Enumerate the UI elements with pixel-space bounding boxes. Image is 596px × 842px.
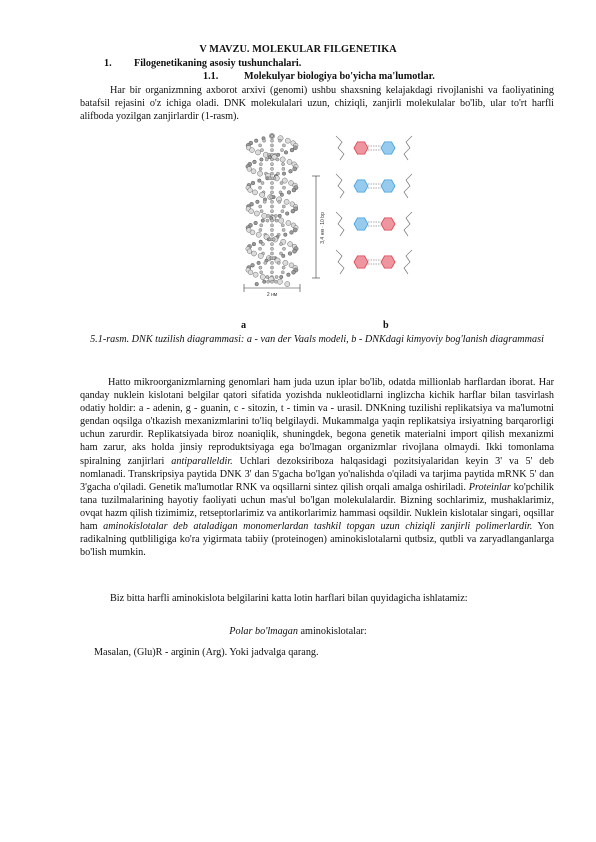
sugar-phosphate-backbone (336, 250, 344, 274)
atom-sphere (285, 138, 290, 143)
base-atom (270, 205, 273, 208)
atom-sphere (257, 171, 262, 176)
base-atom (277, 261, 280, 264)
atom-sphere (293, 228, 297, 232)
atom-sphere (289, 169, 293, 173)
atom-sphere (248, 270, 253, 275)
atom-sphere (254, 139, 258, 143)
base-atom (276, 158, 279, 161)
atom-sphere (250, 230, 255, 235)
dna-figure (216, 128, 422, 308)
nucleobase-ring (354, 180, 368, 192)
atom-sphere (291, 209, 295, 213)
base-atom (259, 228, 262, 231)
atom-sphere (261, 219, 264, 222)
base-atom (270, 243, 273, 246)
atom-sphere (262, 280, 265, 283)
atom-sphere (288, 252, 292, 256)
base-atom (259, 163, 262, 166)
base-atom (260, 224, 263, 227)
atom-sphere (279, 218, 284, 223)
sugar-phosphate-backbone (404, 136, 412, 160)
base-atom (280, 181, 283, 184)
atom-sphere (292, 188, 296, 192)
base-atom (270, 224, 273, 227)
atom-sphere (286, 220, 291, 225)
sugar-phosphate-backbone (336, 174, 344, 198)
atom-sphere (293, 146, 297, 150)
base-atom (261, 181, 264, 184)
base-atom (270, 261, 273, 264)
atom-sphere (254, 221, 258, 225)
atom-sphere (284, 199, 289, 204)
atom-sphere (260, 158, 264, 162)
base-atom (260, 271, 263, 274)
example-line: Masalan, (Glu)R - arginin (Arg). Yoki jadvalga qarang. (94, 647, 319, 658)
base-atom (281, 271, 284, 274)
base-atom (270, 271, 273, 274)
section-number: 1. (104, 58, 112, 69)
base-atom (260, 210, 263, 213)
height-dimension-label: 3,4 нм · 10 bp (320, 212, 326, 244)
chemical-bond-diagram (336, 136, 412, 274)
intro-paragraph: Har bir organizmning axborot arxivi (genomi) ushbu shaxsning kelajakdagi rivojlanishi va faoliyatining batafsil rejasini o'z ichiga oladi. DNK molekulalari uzun, chiziqli, zanjirli molekulalar bo'lib, ular to'rt harfli alifboda yozilgan zanjirlardir (1-rasm). (80, 85, 554, 123)
base-atom (279, 243, 282, 246)
base-atom (282, 186, 285, 189)
figure-label-b: b (383, 320, 389, 331)
atom-sphere (254, 211, 259, 216)
figure-caption: 5.1-rasm. DNK tuzilish diagrammasi: a - van der Vaals modeli, b - DNKdagi kimyoviy bog'lanish diagrammasi (90, 334, 544, 345)
base-atom (270, 252, 273, 255)
atom-sphere (285, 212, 289, 216)
atom-sphere (258, 179, 262, 183)
sugar-phosphate-backbone (404, 174, 412, 198)
base-atom (274, 280, 277, 283)
base-atom (263, 200, 266, 203)
atom-sphere (290, 148, 294, 152)
nucleobase-ring (381, 218, 395, 230)
text-run: aminokislotalar: (297, 626, 367, 637)
base-atom (275, 275, 278, 278)
base-atom (270, 196, 273, 199)
base-atom (270, 200, 273, 203)
base-atom (278, 200, 281, 203)
base-atom (282, 205, 285, 208)
base-atom (266, 219, 269, 222)
base-atom (261, 243, 264, 246)
base-atom (268, 177, 271, 180)
base-atom (259, 167, 262, 170)
atom-sphere (280, 193, 283, 196)
atom-sphere (293, 167, 297, 171)
atom-sphere (252, 190, 257, 195)
atom-sphere (287, 191, 291, 195)
atom-sphere (280, 157, 285, 162)
base-atom (282, 247, 285, 250)
atom-sphere (255, 282, 259, 286)
subsection-number: 1.1. (203, 71, 219, 82)
atom-sphere (282, 254, 286, 258)
figure-label-a: a (241, 320, 247, 331)
atom-sphere (287, 159, 292, 164)
atom-sphere (250, 148, 255, 153)
atom-sphere (277, 279, 282, 284)
text-run: ko'pchilik tana tuzilmalarining hayotiy faoliyati uchun mas'ul bo'lgan molekulalardir. Bizning sochlarimiz, mushaklarimiz, ovqat hazm qilish tizimimiz, retseptorlarimiz va antikorlarimiz hammasi oqsildir. Nuklein kislotalar singari, oqsillar ham (80, 481, 554, 533)
subsection-heading (203, 71, 435, 82)
sugar-phosphate-backbone (336, 212, 344, 236)
subsection-title: Molekulyar biologiya bo'yicha ma'lumotlar. (244, 71, 435, 82)
atom-sphere (285, 282, 290, 287)
base-atom (272, 257, 275, 260)
section-title: Filogenetikaning asosiy tushunchalari. (134, 58, 302, 69)
amino-acid-intro: Biz bitta harfli aminokislota belgilarini katta lotin harflari bilan quyidagicha ishlatamiz: (110, 593, 468, 604)
atom-sphere (284, 151, 288, 155)
base-atom (270, 163, 273, 166)
atom-sphere (251, 251, 256, 256)
base-atom (264, 261, 267, 264)
base-atom (281, 210, 284, 213)
base-atom (270, 219, 273, 222)
atom-sphere (247, 249, 252, 254)
atom-sphere (259, 192, 264, 197)
atom-sphere (279, 275, 282, 278)
base-atom (270, 167, 273, 170)
atom-sphere (292, 249, 296, 253)
base-atom (278, 139, 281, 142)
atom-sphere (283, 260, 288, 265)
italic-term: antiparalleldir. (171, 455, 233, 467)
nucleobase-ring (381, 256, 395, 268)
atom-sphere (253, 272, 258, 277)
nonpolar-heading (0, 626, 596, 637)
atom-sphere (287, 273, 291, 277)
sugar-phosphate-backbone (404, 250, 412, 274)
atom-sphere (255, 150, 260, 155)
base-atom (282, 144, 285, 147)
atom-sphere (249, 209, 254, 214)
base-atom (282, 163, 285, 166)
atom-sphere (288, 242, 293, 247)
base-atom (270, 210, 273, 213)
text-run: Hatto mikroorganizmlarning genomlari ham juda uzun iplar bo'lib, odatda millionlab harflardan iborat. Har qanday nuklein kislotani belgilar qatori sifatida yozishda nukleotidlarni inglizcha kichik harflar bilan tasvirlash odatiy holdir: a - adenin, g - guanin, c - sitozin, t - timin va - urasil. DNKning tuzilishi replikatsiya va ma'lumotni gendan oqsilga o'tkazish mexanizmlarini to'liq belgilaydi. Mukammalga yaqin replikatsiya irsiyatning barqarorligi uchun zarurdir. Replikatsiyada biroz noaniqlik, shuningdek, begona genetik materialni import qilish mexanizmi ham zarur, aks holda jinsiy reproduktsiyaga ega bo'lmagan organizmlar rivojlana olmaydi. Ikki tomonlama spiralning zanjirlari (80, 377, 554, 467)
atom-sphere (282, 172, 286, 176)
base-atom (281, 224, 284, 227)
atom-sphere (256, 232, 261, 237)
base-atom (263, 139, 266, 142)
base-atom (258, 186, 261, 189)
base-atom (259, 144, 262, 147)
base-atom (270, 233, 273, 236)
text-run: Uchlari dezoksiriboza halqasidagi pozitsiyalaridan keyin 3' va 5' deb nomlanadi. Transkripsiya paytida DNK 3' dan 5'gacha bo'lgan yo'nalishda o'qiladi va tarjima paytida mRNK 5' dan 3'gacha o'qiladi. Genetik ma'lumotlar RNK va oqsillarni sintez qilish orqali amalga oshiriladi. (80, 455, 555, 493)
base-atom (270, 247, 273, 250)
italic-definition: aminokislotalar deb ataladigan monomerlardan tashkil topgan uzun chiziqli zanjirli polimerlardir. (103, 521, 533, 533)
sugar-phosphate-backbone (404, 212, 412, 236)
base-atom (272, 238, 275, 241)
base-atom (270, 149, 273, 152)
atom-sphere (260, 274, 265, 279)
nucleobase-ring (354, 256, 368, 268)
base-atom (266, 275, 269, 278)
sugar-phosphate-backbone (336, 136, 344, 160)
base-atom (270, 144, 273, 147)
width-dimension-label: 2 нм (266, 292, 278, 298)
base-atom (270, 280, 273, 283)
italic-term: Polar bo'lmagan (229, 626, 298, 637)
atom-sphere (290, 230, 294, 234)
atom-sphere (251, 263, 255, 267)
document-title: V MAVZU. MOLEKULAR FILGENETIKA (199, 44, 397, 55)
base-atom (258, 247, 261, 250)
base-atom (270, 134, 273, 137)
base-atom (282, 167, 285, 170)
base-atom (275, 219, 278, 222)
nucleobase-ring (381, 180, 395, 192)
base-atom (265, 158, 268, 161)
atom-sphere (251, 169, 256, 174)
base-atom (267, 214, 270, 217)
base-atom (260, 149, 263, 152)
atom-sphere (278, 214, 281, 217)
base-atom (280, 149, 283, 152)
nucleobase-ring (354, 142, 368, 154)
base-atom (267, 280, 270, 283)
italic-term: Proteinlar (468, 481, 511, 493)
base-atom (270, 186, 273, 189)
dna-diagram (216, 128, 422, 308)
base-atom (270, 158, 273, 161)
atom-sphere (284, 233, 288, 237)
base-atom (259, 266, 262, 269)
atom-sphere (248, 188, 253, 193)
atom-sphere (292, 270, 296, 274)
base-atom (282, 228, 285, 231)
atom-sphere (258, 253, 263, 258)
section-heading-1 (104, 58, 301, 69)
nucleobase-ring (354, 218, 368, 230)
text-run: Yon radikalning qutbliligiga ko'ra yigirmata tabiiy (proteinogen) aminokislotalarni qutbsiz, qutbli va zaryadlanganlarga bo'lish mumkin. (80, 521, 554, 559)
base-atom (270, 191, 273, 194)
base-atom (259, 205, 262, 208)
base-atom (270, 172, 273, 175)
atom-sphere (253, 160, 257, 164)
atom-sphere (252, 242, 256, 246)
atom-sphere (251, 181, 255, 185)
base-atom (270, 181, 273, 184)
atom-sphere (256, 200, 260, 204)
atom-sphere (257, 261, 261, 265)
van-der-waals-model (246, 133, 298, 286)
base-atom (270, 139, 273, 142)
atom-sphere (262, 213, 267, 218)
base-atom (270, 228, 273, 231)
nucleobase-ring (381, 142, 395, 154)
main-paragraph (80, 376, 554, 559)
base-atom (282, 266, 285, 269)
base-atom (270, 266, 273, 269)
